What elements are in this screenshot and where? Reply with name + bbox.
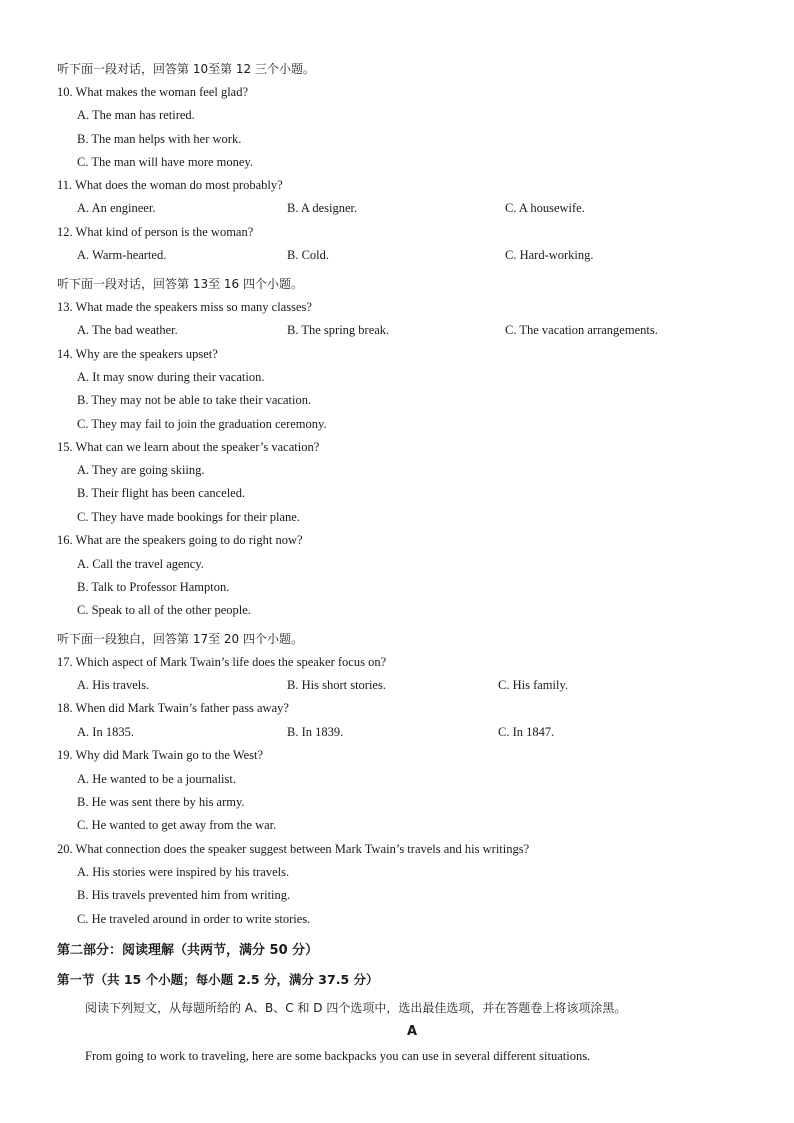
question-10-option-c: C. The man will have more money.	[77, 155, 254, 169]
question-19-stem: 19. Why did Mark Twain go to the West?	[57, 748, 264, 762]
question-14-stem: 14. Why are the speakers upset?	[57, 347, 218, 361]
question-11-option-a: A. An engineer.	[77, 201, 156, 215]
question-16-option-b: B. Talk to Professor Hampton.	[77, 580, 230, 594]
question-11-option-b: B. A designer.	[287, 201, 358, 215]
question-12-option-c: C. Hard-working.	[505, 248, 594, 262]
part-2-title: 第二部分：阅读理解（共两节，满分 50 分）	[57, 943, 319, 958]
question-12-option-b: B. Cold.	[287, 248, 330, 262]
part-2-section-1-title: 第一节（共 15 个小题；每小题 2.5 分，满分 37.5 分）	[57, 972, 379, 987]
question-19-option-a: A. He wanted to be a journalist.	[77, 772, 236, 786]
question-11-option-c: C. A housewife.	[505, 201, 585, 215]
question-10-option-a: A. The man has retired.	[77, 108, 195, 122]
question-20-stem: 20. What connection does the speaker suggest between Mark Twain’s travels and his writings?	[57, 842, 530, 856]
question-13-option-c: C. The vacation arrangements.	[505, 323, 658, 337]
section-intro-17-20: 听下面一段独白，回答第 17至 20 四个小题。	[57, 632, 303, 646]
question-14-option-b: B. They may not be able to take their vacation.	[77, 393, 312, 407]
question-13-stem: 13. What made the speakers miss so many classes?	[57, 300, 312, 314]
question-10-stem: 10. What makes the woman feel glad?	[57, 85, 249, 99]
question-20-option-a: A. His stories were inspired by his travels.	[77, 865, 290, 879]
question-11-stem: 11. What does the woman do most probably?	[57, 178, 283, 192]
question-15-option-b: B. Their flight has been canceled.	[77, 486, 246, 500]
question-17-option-c: C. His family.	[498, 678, 569, 692]
question-18-option-a: A. In 1835.	[77, 725, 134, 739]
question-13-option-b: B. The spring break.	[287, 323, 390, 337]
question-13-option-a: A. The bad weather.	[77, 323, 178, 337]
question-17-option-a: A. His travels.	[77, 678, 150, 692]
passage-label: A	[406, 1024, 418, 1039]
question-12-option-a: A. Warm-hearted.	[77, 248, 167, 262]
question-12-stem: 12. What kind of person is the woman?	[57, 225, 254, 239]
section-intro-10-12: 听下面一段对话，回答第 10至第 12 三个小题。	[57, 62, 315, 76]
question-14-option-a: A. It may snow during their vacation.	[77, 370, 265, 384]
question-17-option-b: B. His short stories.	[287, 678, 386, 692]
question-16-option-a: A. Call the travel agency.	[77, 557, 204, 571]
question-17-stem: 17. Which aspect of Mark Twain’s life does the speaker focus on?	[57, 655, 387, 669]
question-18-option-b: B. In 1839.	[287, 725, 344, 739]
question-20-option-c: C. He traveled around in order to write stories.	[77, 912, 311, 926]
question-19-option-b: B. He was sent there by his army.	[77, 795, 245, 809]
question-15-stem: 15. What can we learn about the speaker’s vacation?	[57, 440, 320, 454]
question-10-option-b: B. The man helps with her work.	[77, 132, 242, 146]
question-18-stem: 18. When did Mark Twain’s father pass away?	[57, 701, 289, 715]
question-16-option-c: C. Speak to all of the other people.	[77, 603, 251, 617]
question-14-option-c: C. They may fail to join the graduation ceremony.	[77, 417, 327, 431]
section-intro-13-16: 听下面一段对话，回答第 13至 16 四个小题。	[57, 277, 303, 291]
question-16-stem: 16. What are the speakers going to do right now?	[57, 533, 303, 547]
question-15-option-a: A. They are going skiing.	[77, 463, 205, 477]
reading-instruction: 阅读下列短文，从每题所给的 A、B、C 和 D 四个选项中，选出最佳选项，并在答题卷上将该项涂黑。	[85, 1001, 627, 1015]
question-20-option-b: B. His travels prevented him from writing.	[77, 888, 291, 902]
passage-first-line: From going to work to traveling, here are some backpacks you can use in several different situations.	[85, 1049, 591, 1063]
question-15-option-c: C. They have made bookings for their plane.	[77, 510, 300, 524]
question-18-option-c: C. In 1847.	[498, 725, 555, 739]
question-19-option-c: C. He wanted to get away from the war.	[77, 818, 277, 832]
